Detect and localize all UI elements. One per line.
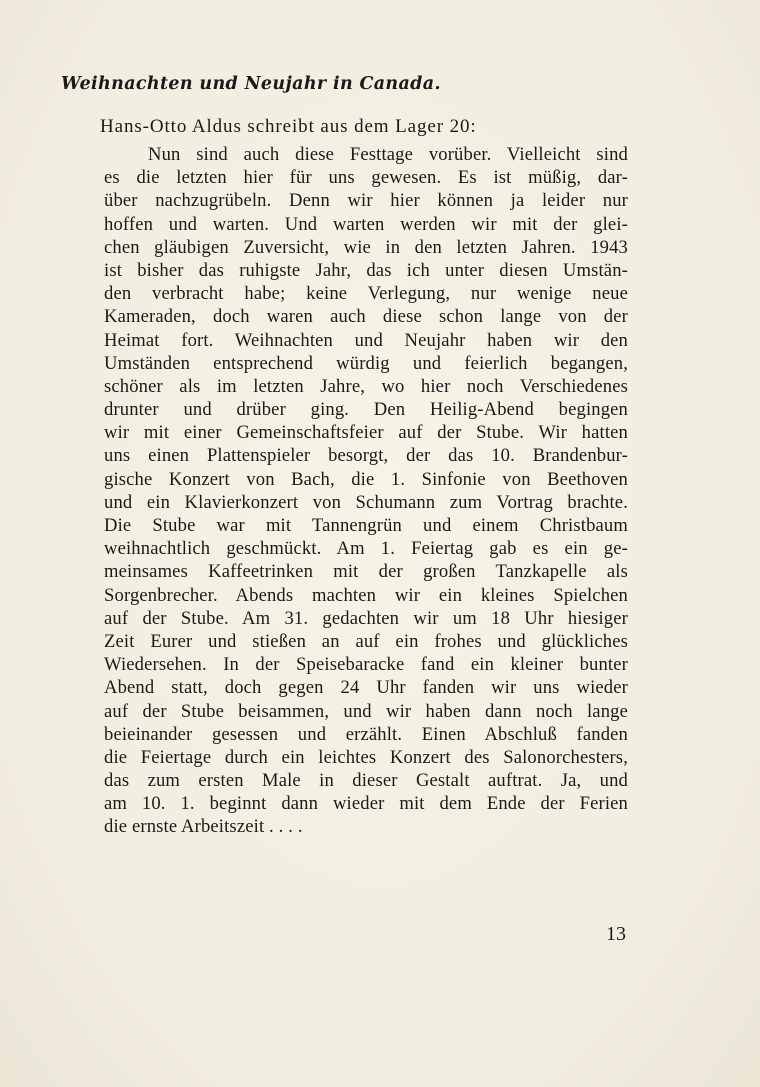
body-line: Kameraden, doch waren auch diese schon lange von der — [104, 306, 628, 328]
body-line: über nachzugrübeln. Denn wir hier können ja leider nur — [104, 190, 628, 212]
body-line: chen gläubigen Zuversicht, wie in den letzten Jahren. 1943 — [104, 236, 628, 258]
body-line: den verbracht habe; keine Verlegung, nur wenige neue — [104, 283, 628, 305]
body-line: auf der Stube beisammen, und wir haben dann noch lange — [104, 700, 628, 722]
body-line: wir mit einer Gemeinschaftsfeier auf der Stube. Wir hatten — [104, 422, 628, 444]
body-line: hoffen und warten. Und warten werden wir mit der glei- — [104, 213, 628, 235]
body-line: und ein Klavierkonzert von Schumann zum Vortrag brachte. — [104, 491, 628, 513]
body-line: die Feiertage durch ein leichtes Konzert des Salonorchesters, — [104, 746, 628, 768]
body-line: Abend statt, doch gegen 24 Uhr fanden wir uns wieder — [104, 677, 628, 699]
body-line: weihnachtlich geschmückt. Am 1. Feiertag gab es ein ge- — [104, 538, 628, 560]
body-line: Umständen entsprechend würdig und feierlich begangen, — [104, 352, 628, 374]
body-line: Sorgenbrecher. Abends machten wir ein kleines Spielchen — [104, 584, 628, 606]
body-line: auf der Stube. Am 31. gedachten wir um 18 Uhr hiesiger — [104, 607, 628, 629]
body-line: uns einen Plattenspieler besorgt, der das 10. Brandenbur- — [104, 445, 628, 467]
body-line: Die Stube war mit Tannengrün und einem Christbaum — [104, 515, 628, 536]
body-line: am 10. 1. beginnt dann wieder mit dem Ende der Ferien — [104, 793, 628, 815]
body-line: Heimat fort. Weihnachten und Neujahr haben wir den — [104, 329, 628, 351]
body-line: das zum ersten Male in dieser Gestalt auftrat. Ja, und — [104, 770, 628, 792]
page-number: 13 — [606, 923, 626, 945]
body-line: Zeit Eurer und stießen an auf ein frohes und glückliches — [104, 630, 628, 652]
body-line: die ernste Arbeitszeit . . . . — [104, 816, 303, 838]
body-line: es die letzten hier für uns gewesen. Es ist müßig, dar- — [104, 167, 628, 189]
body-line: beieinander gesessen und erzählt. Einen Abschluß fanden — [104, 723, 628, 745]
body-line: Wiedersehen. In der Speisebaracke fand ein kleiner bunter — [104, 654, 628, 676]
author-line: Hans-Otto Aldus schreibt aus dem Lager 20: — [100, 116, 477, 137]
body-line: ist bisher das ruhigste Jahr, das ich unter diesen Umstän- — [104, 259, 628, 281]
page-heading: Weihnachten und Neujahr in Canada. — [61, 74, 441, 94]
body-line: Nun sind auch diese Festtage vorüber. Vielleicht sind — [148, 144, 628, 165]
letter-body — [104, 143, 628, 839]
body-line: gische Konzert von Bach, die 1. Sinfonie von Beethoven — [104, 468, 628, 490]
body-line: meinsames Kaffeetrinken mit der großen Tanzkapelle als — [104, 561, 628, 583]
body-line: schöner als im letzten Jahre, wo hier noch Verschiedenes — [104, 375, 628, 397]
body-line: drunter und drüber ging. Den Heilig-Abend begingen — [104, 399, 628, 421]
